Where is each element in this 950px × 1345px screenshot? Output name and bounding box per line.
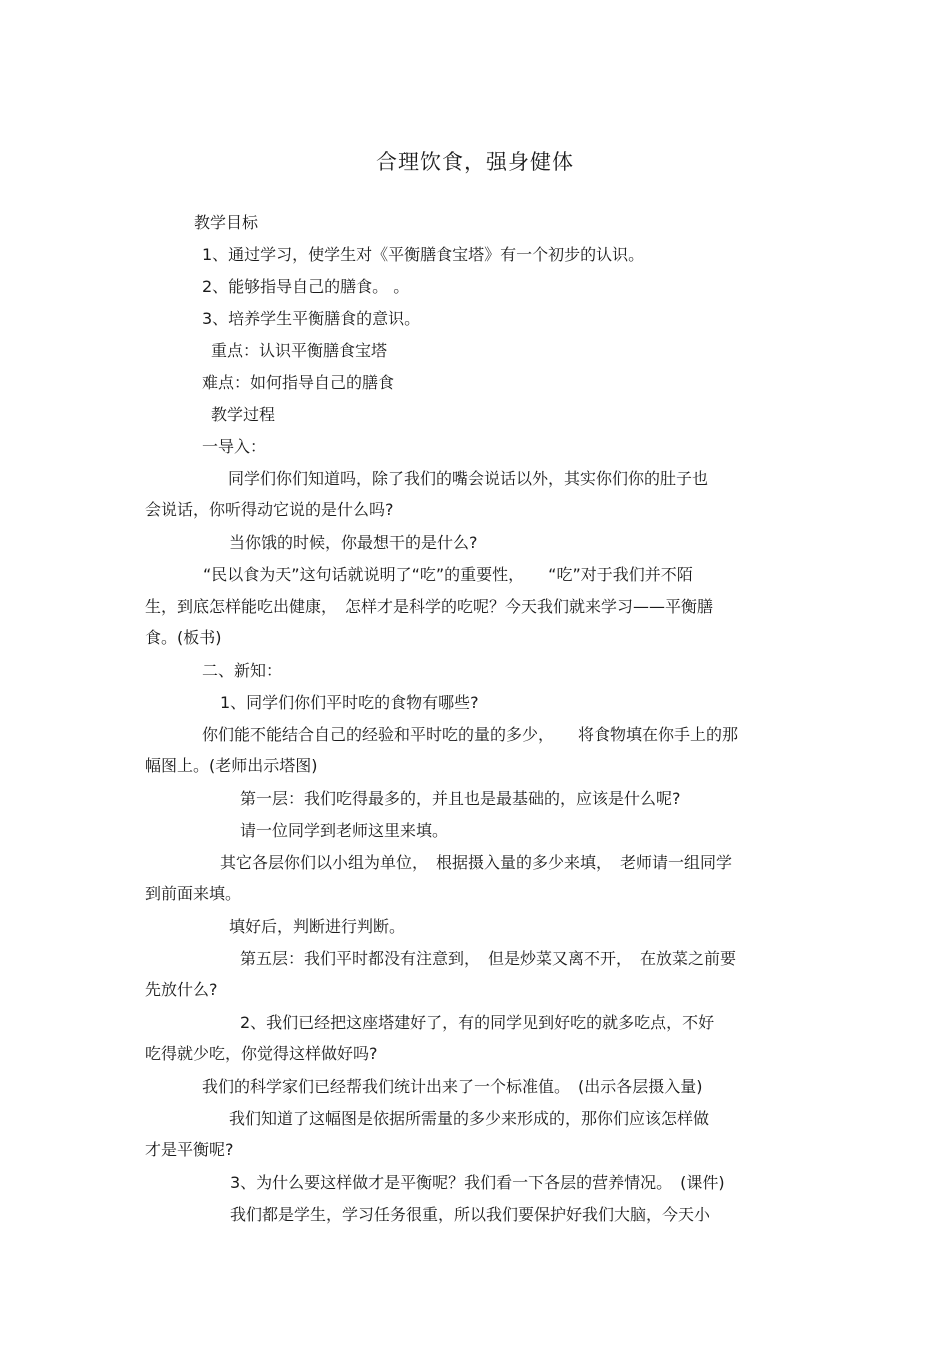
paragraph-line: 你们能不能结合自己的经验和平时吃的量的多少， 将食物填在你手上的那 — [202, 725, 739, 744]
paragraph-line: 才是平衡呢? — [145, 1140, 234, 1159]
subheading-intro: 一导入： — [202, 437, 267, 456]
difficult-point: 难点：如何指导自己的膳食 — [202, 373, 395, 392]
paragraph-line: “民以食为天”这句话就说明了“吃”的重要性， “吃”对于我们并不陌 — [203, 565, 693, 584]
paragraph-line: 先放什么? — [145, 980, 218, 999]
paragraph-line: 当你饿的时候，你最想干的是什么? — [229, 533, 478, 552]
paragraph-line: 我们的科学家们已经帮我们统计出来了一个标准值。 (出示各层摄入量) — [202, 1077, 703, 1096]
paragraph-line: 我们都是学生，学习任务很重，所以我们要保护好我们大脑，今天小 — [230, 1205, 711, 1224]
paragraph-line: 幅图上。(老师出示塔图) — [145, 756, 318, 775]
paragraph-line: 第一层：我们吃得最多的，并且也是最基础的，应该是什么呢? — [240, 789, 681, 808]
section-heading-goals: 教学目标 — [194, 213, 259, 232]
paragraph-line: 1、同学们你们平时吃的食物有哪些? — [220, 693, 479, 712]
key-point: 重点：认识平衡膳食宝塔 — [211, 341, 388, 360]
goal-item-3: 3、培养学生平衡膳食的意识。 — [202, 309, 421, 328]
paragraph-line: 食。(板书) — [145, 628, 222, 647]
goal-item-2: 2、能够指导自己的膳食。 。 — [202, 277, 410, 296]
paragraph-line: 我们知道了这幅图是依据所需量的多少来形成的，那你们应该怎样做 — [229, 1109, 710, 1128]
subheading-new-knowledge: 二、新知： — [202, 661, 283, 680]
paragraph-line: 生，到底怎样能吃出健康， 怎样才是科学的吃呢？今天我们就来学习——平衡膳 — [145, 597, 714, 616]
goal-item-1: 1、通过学习，使学生对《平衡膳食宝塔》有一个初步的认识。 — [202, 245, 645, 264]
paragraph-line: 到前面来填。 — [145, 884, 242, 903]
paragraph-line: 2、我们已经把这座塔建好了，有的同学见到好吃的就多吃点，不好 — [240, 1013, 715, 1032]
paragraph-line: 3、为什么要这样做才是平衡呢？我们看一下各层的营养情况。 (课件) — [230, 1173, 725, 1192]
paragraph-line: 吃得就少吃，你觉得这样做好吗? — [145, 1044, 378, 1063]
paragraph-line: 同学们你们知道吗，除了我们的嘴会说话以外，其实你们你的肚子也 — [228, 469, 709, 488]
document-title: 合理饮食，强身健体 — [376, 150, 574, 174]
paragraph-line: 请一位同学到老师这里来填。 — [240, 821, 449, 840]
paragraph-line: 第五层：我们平时都没有注意到， 但是炒菜又离不开， 在放菜之前要 — [240, 949, 737, 968]
paragraph-line: 填好后，判断进行判断。 — [229, 917, 406, 936]
paragraph-line: 其它各层你们以小组为单位， 根据摄入量的多少来填， 老师请一组同学 — [220, 853, 733, 872]
paragraph-line: 会说话，你听得动它说的是什么吗? — [145, 500, 394, 519]
section-heading-process: 教学过程 — [211, 405, 276, 424]
